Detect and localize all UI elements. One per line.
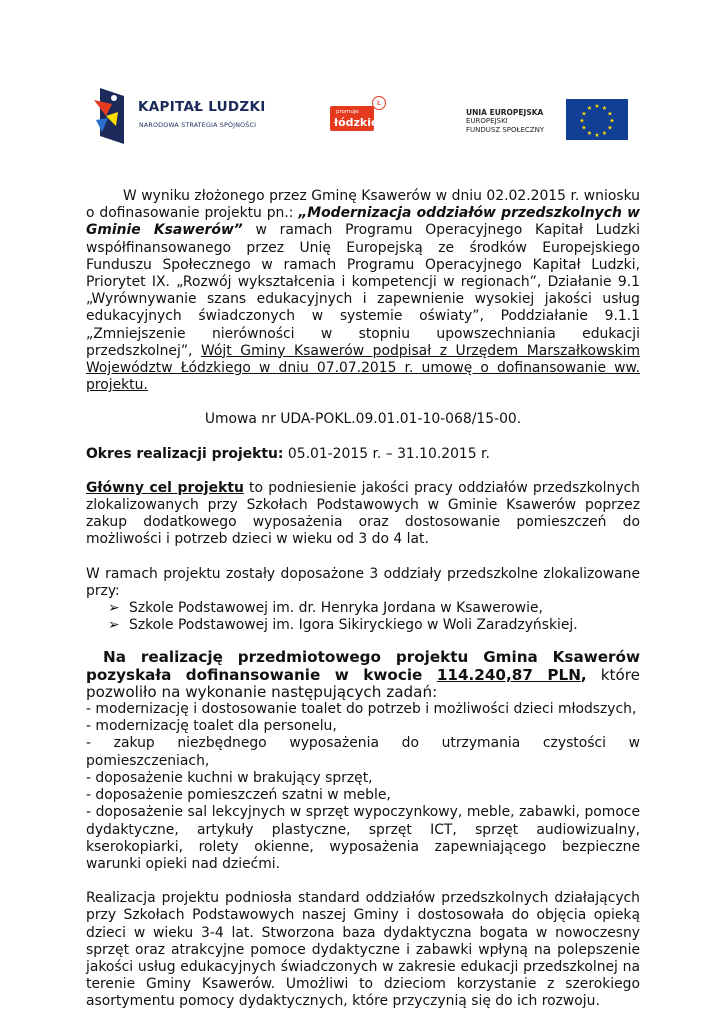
task-item: - modernizację toalet dla personelu, (86, 718, 337, 735)
svg-text:★: ★ (586, 105, 593, 112)
svg-text:★: ★ (601, 105, 608, 112)
closing-paragraph: Realizacja projektu podniosła standard oddziałów przedszkolnych działających przy Szkołach Podstawowych naszej Gminy i dostosowała do objęcia opieką dzieci w wieku 3-4 lat. Stworzona baza dydaktyczna bogata w nowoczesny sprzęt oraz atrakcyjne pomoce dydaktyczne i zabawki wpłyną na polepszenie jakości usług edukacyjnych świadczonych w zakresie edukacji przedszkolnej na terenie Gminy Ksawerów. Umożliwi to dzieciom korzystanie z szerokiego asortymentu pomocy dydaktycznych, które przyczynią się do ich rozwoju. (86, 890, 640, 1010)
lodzkie-small-text: promuje (336, 109, 359, 115)
svg-text:★: ★ (581, 124, 587, 132)
lodzkie-badge (330, 106, 379, 131)
svg-text:★: ★ (586, 130, 593, 137)
goal-label: Główny cel projektu (86, 479, 244, 496)
intro-text-1: W wyniku złożonego przez Gminę Ksawerów w dniu 02.02.2015 r. wniosku o dofinasowanie projektu pn.: (86, 188, 640, 222)
eu-line-1: UNIA EUROPEJSKA (466, 108, 544, 117)
funding-rest: które pozwoliło na wykonanie następujących zadań: (86, 665, 640, 701)
funding-amount: 114.240,87 PLN (436, 665, 581, 684)
svg-text:★: ★ (579, 117, 585, 125)
eu-fund-label (466, 108, 564, 135)
kapital-ludzki-title: KAPITAŁ LUDZKI (138, 99, 266, 115)
list-item (108, 617, 640, 634)
list-item (108, 600, 640, 617)
funding-bold-text: Na realizację przedmiotowego projektu Gmina Ksawerów pozyskała dofinansowanie w kwocie (86, 648, 640, 684)
task-item: - doposażenie kuchni w brakujący sprzęt, (86, 769, 373, 786)
task-item: - modernizację i dostosowanie toalet do potrzeb i możliwości dzieci młodszych, (86, 701, 637, 718)
intro-text-2: w ramach Programu Operacyjnego Kapitał Ludzki współfinansowanego przez Unię Europejską ze środków Europejskiego Funduszu Społecznego w ramach Programu Operacyjnego Kapitał Ludzki, Priorytet IX. „Rozwój wykształcenia i kompetencji w regionach”, Działanie 9.1 „Wyrównywanie szans edukacyjnych i zapewnienie wysokiej jakości usług edukacyjnych świadczonych w systemie oświaty”, Poddziałanie 9.1.1 „Zmniejszenie nierówności w stopniu upowszechniania edukacji przedszkolnej”, (86, 222, 640, 359)
svg-text:★: ★ (609, 117, 615, 125)
lodzkie-big-text: łódzkie (334, 116, 379, 129)
svg-text:★: ★ (607, 124, 613, 132)
unit-text: Szkole Podstawowej im. Igora Sikiryckiego w Woli Zaradzyńskiej. (129, 617, 578, 634)
svg-text:★: ★ (594, 132, 600, 139)
kapital-ludzki-logo (92, 86, 292, 146)
svg-text:★: ★ (581, 110, 587, 118)
svg-text:★: ★ (607, 110, 613, 118)
promuje-lodzkie-logo (330, 96, 396, 136)
goal-text: to podniesienie jakości pracy oddziałów przedszkolnych zlokalizowanych przy Szkołach Podstawowych w Gminie Ksawerów poprzez zakup dodatkowego wyposażenia oraz dostosowanie pomieszczeń do możliwości i potrzeb dzieci w wieku od 3 do 4 lat. (86, 479, 640, 548)
kapital-ludzki-emblem-icon (92, 86, 132, 146)
period-label: Okres realizacji projektu: (86, 445, 284, 462)
svg-text:★: ★ (594, 103, 600, 110)
units-intro: W ramach projektu zostały doposażone 3 oddziały przedszkolne zlokalizowane przy: (86, 565, 640, 599)
arrow-bullet-icon: ➢ (108, 617, 120, 634)
kapital-ludzki-subtitle: NARODOWA STRATEGIA SPÓJNOŚCI (139, 122, 257, 129)
signing-note: Wójt Gminy Ksawerów podpisał z Urzędem Marszałkowskim Województw Łódzkiego w dniu 07.07.2015 r. umowę o dofinansowanie ww. projektu. (86, 342, 641, 394)
intro-paragraph (86, 188, 640, 394)
task-item: - zakup niezbędnego wyposażenia do utrzymania czystości w pomieszczeniach, (86, 735, 640, 769)
unit-text: Szkole Podstawowej im. dr. Henryka Jordana w Ksawerowie, (129, 600, 543, 617)
project-title: „Modernizacja oddziałów przedszkolnych w Gminie Ksawerów” (86, 205, 640, 239)
funding-comma: , (580, 665, 587, 684)
svg-text:★: ★ (601, 130, 608, 137)
contract-number: Umowa nr UDA-POKL.09.01.01-10-068/15-00. (204, 411, 522, 428)
units-list (86, 600, 640, 634)
lodzkie-mark-icon: Ł (372, 96, 386, 110)
document-body (86, 188, 640, 1011)
logo-header (0, 82, 725, 152)
period-paragraph (86, 446, 640, 463)
task-item: - doposażenie sal lekcyjnych w sprzęt wypoczynkowy, meble, zabawki, pomoce dydaktyczne, artykuły plastyczne, sprzęt ICT, sprzęt audiowizualny, kserokopiarki, rolety okienne, wyposażenia zapewniającego bezpieczne warunki opieki nad dziećmi. (86, 804, 640, 872)
eu-flag-icon (566, 99, 628, 140)
funding-paragraph (86, 649, 640, 701)
eu-line-3: FUNDUSZ SPOŁECZNY (466, 126, 545, 134)
goal-paragraph (86, 480, 640, 549)
eu-line-2: EUROPEJSKI (466, 117, 508, 125)
task-item: - doposażenie pomieszczeń szatni w meble, (86, 787, 391, 804)
arrow-bullet-icon: ➢ (108, 600, 120, 617)
period-value: 05.01-2015 r. – 31.10.2015 r. (283, 445, 490, 462)
